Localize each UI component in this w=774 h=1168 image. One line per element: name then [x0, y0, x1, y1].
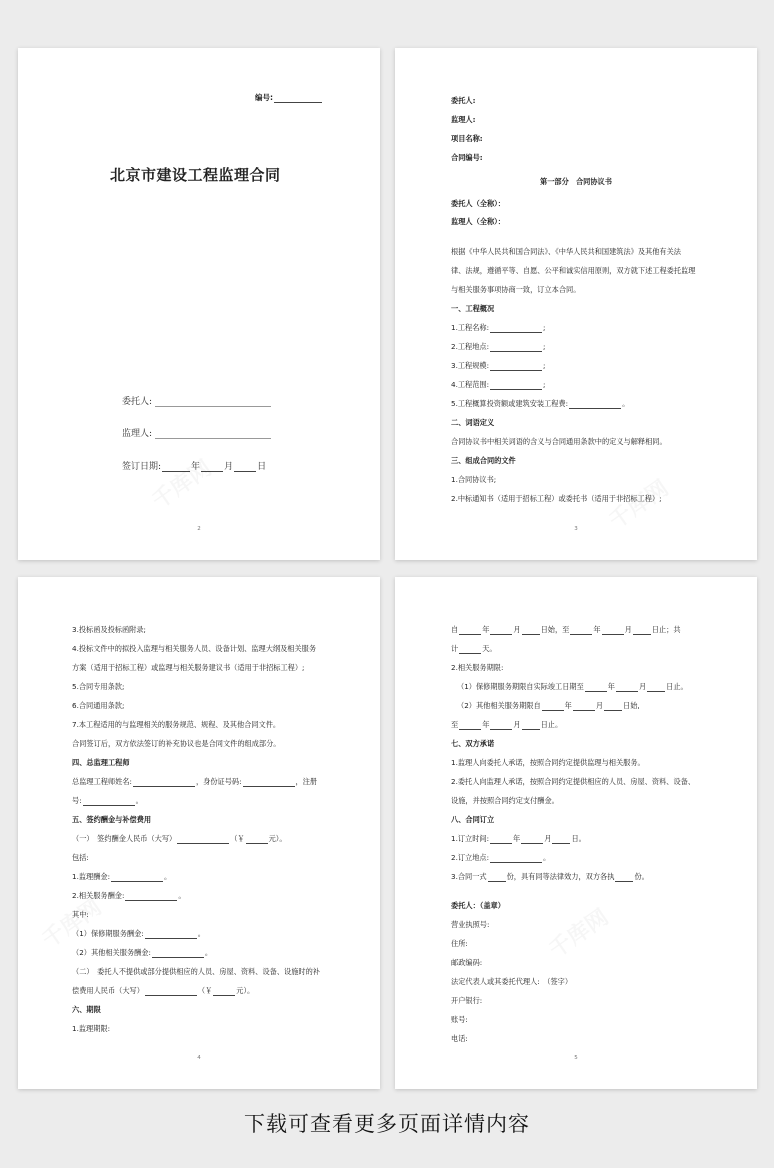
doc-line: 方案（适用于招标工程）或监理与相关服务建议书（适用于非招标工程）;: [72, 663, 305, 672]
doc-line: 计 天。: [451, 644, 497, 653]
doc-line: 账号:: [451, 1015, 468, 1024]
doc-line: 6.合同通用条款;: [72, 701, 125, 710]
doc-line: （一） 签约酬金人民币（大写） （￥ 元）。: [72, 834, 287, 843]
section-heading: 第一部分 合同协议书: [540, 177, 612, 186]
doc-line: 3.工程规模: ;: [451, 361, 546, 370]
doc-line: 营业执照号:: [451, 920, 490, 929]
doc-line: 邮政编码:: [451, 958, 483, 967]
contract-number-label: 编号:: [255, 92, 323, 103]
doc-line: 3.投标函及投标函附录;: [72, 625, 146, 634]
doc-line: 与相关服务事项协商一致，订立本合同。: [451, 285, 581, 294]
doc-heading: 委托人：（盖章）: [451, 901, 505, 910]
doc-line: （1）保修期服务酬金: 。: [72, 929, 205, 938]
doc-line: 至 年 月 日止。: [451, 720, 563, 729]
doc-line: （2）其他相关服务期限自 年 月 日始,: [457, 701, 640, 710]
doc-line: 2.委托人向监理人承诺，按照合同约定提供相应的人员、房屋、资料、设备、: [451, 777, 696, 786]
doc-line: 5.合同专用条款;: [72, 682, 125, 691]
doc-line: 委托人:: [451, 96, 476, 105]
doc-line: 律、法规，遵循平等、自愿、公平和诚实信用原则，双方就下述工程委托监理: [451, 266, 696, 275]
doc-line: 其中:: [72, 910, 89, 919]
doc-heading: 三、组成合同的文件: [451, 456, 516, 465]
doc-line: 1.监理酬金: 。: [72, 872, 172, 881]
doc-line: 号: 。: [72, 796, 143, 805]
doc-line: 总监理工程师姓名: ，身份证号码: ，注册: [72, 777, 318, 786]
doc-line: 1.监理期限:: [72, 1024, 111, 1033]
doc-line: （1）保修期服务期限自实际竣工日期至 年 月 日止。: [457, 682, 688, 691]
doc-line: 法定代表人或其委托代理人: （签字）: [451, 977, 573, 986]
doc-line: 2.工程地点: ;: [451, 342, 546, 351]
doc-line: 设施，并按照合同约定支付酬金。: [451, 796, 559, 805]
doc-line: （2）其他相关服务酬金: 。: [72, 948, 213, 957]
doc-line: 监理人（全称）：: [451, 217, 505, 226]
page-number: 5: [574, 1055, 578, 1061]
doc-line: 合同签订后，双方依法签订的补充协议也是合同文件的组成部分。: [72, 739, 281, 748]
doc-line: 2.相关服务酬金: 。: [72, 891, 186, 900]
doc-line: 自 年 月 日始，至 年 月 日止；共: [451, 625, 681, 634]
page-number: 4: [197, 1055, 201, 1061]
document-page-cover: [18, 48, 380, 560]
doc-heading: 五、签约酬金与补偿费用: [72, 815, 152, 824]
doc-line: 住所:: [451, 939, 468, 948]
doc-line: 4.投标文件中的拟投入监理与相关服务人员、设备计划、监理大纲及相关服务: [72, 644, 317, 653]
doc-heading: 一、工程概况: [451, 304, 495, 313]
doc-line: 包括:: [72, 853, 89, 862]
doc-line: 监理人:: [451, 115, 476, 124]
download-prompt[interactable]: 下载可查看更多页面详情内容: [244, 1112, 530, 1136]
document-page-terms: [18, 577, 380, 1089]
doc-line: 5.工程概算投资额或建筑安装工程费: 。: [451, 399, 630, 408]
doc-heading: 二、词语定义: [451, 418, 495, 427]
page-number: 2: [197, 526, 201, 532]
doc-heading: 六、期限: [72, 1005, 101, 1014]
doc-line: 项目名称:: [451, 134, 483, 143]
doc-line: 7.本工程适用的与监理相关的服务规范、规程、及其他合同文件。: [72, 720, 281, 729]
doc-line: 开户银行:: [451, 996, 483, 1005]
doc-line: 2.订立地点: 。: [451, 853, 551, 862]
client-signature-field: 委托人:: [122, 394, 271, 407]
doc-line: 2.中标通知书（适用于招标工程）或委托书（适用于非招标工程）;: [451, 494, 662, 503]
doc-line: 根据《中华人民共和国合同法》、《中华人民共和国建筑法》及其他有关法: [451, 247, 681, 256]
doc-line: 1.订立时间: 年 月 日。: [451, 834, 586, 843]
doc-line: 合同协议书中相关词语的含义与合同通用条款中的定义与解释相同。: [451, 437, 667, 446]
doc-line: 1.合同协议书;: [451, 475, 497, 484]
doc-line: 合同编号:: [451, 153, 483, 162]
page-number: 3: [574, 526, 578, 532]
doc-heading: 七、双方承诺: [451, 739, 495, 748]
doc-line: 4.工程范围: ;: [451, 380, 546, 389]
document-page-agreement: [395, 48, 757, 560]
doc-line: （二） 委托人不提供或部分提供相应的人员、房屋、资料、设备、设施时的补: [72, 967, 320, 976]
doc-heading: 四、总监理工程师: [72, 758, 130, 767]
doc-line: 委托人（全称）：: [451, 199, 505, 208]
doc-line: 3.合同一式 份，具有同等法律效力，双方各执 份。: [451, 872, 649, 881]
sign-date-field: 签订日期: 年 月 日: [122, 462, 267, 472]
document-page-terms-cont: [395, 577, 757, 1089]
doc-heading: 八、合同订立: [451, 815, 495, 824]
doc-line: 1.工程名称: ;: [451, 323, 546, 332]
doc-line: 电话:: [451, 1034, 468, 1043]
contract-title: 北京市建设工程监理合同: [110, 166, 281, 184]
doc-line: 偿费用人民币（大写） （￥ 元）。: [72, 986, 255, 995]
doc-line: 2.相关服务期限:: [451, 663, 504, 672]
doc-line: 1.监理人向委托人承诺，按照合同约定提供监理与相关服务。: [451, 758, 645, 767]
supervisor-signature-field: 监理人:: [122, 426, 271, 439]
